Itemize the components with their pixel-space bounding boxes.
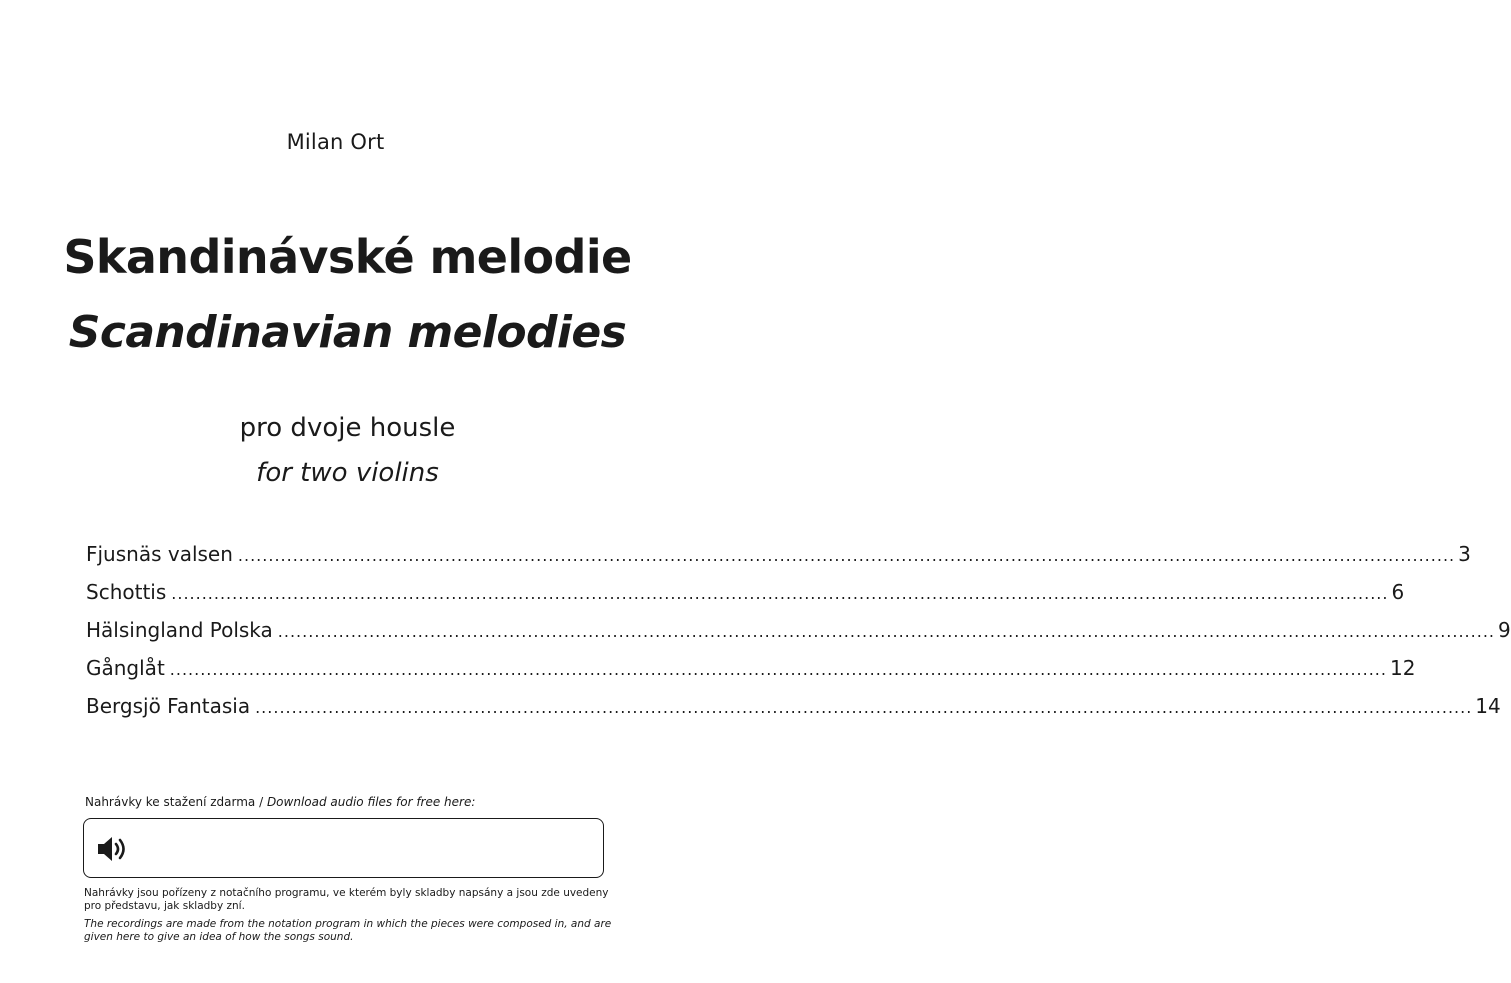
- toc-entry-title: Schottis: [86, 580, 167, 604]
- toc-entry-title: Bergsjö Fantasia: [86, 694, 251, 718]
- toc-leader-dots: ........................................................................................................................................................................................................: [255, 698, 1473, 717]
- download-label-czech: Nahrávky ke stažení zdarma /: [85, 795, 267, 809]
- recording-note-english: The recordings are made from the notation program in which the pieces were composed in, and are given here to give an idea of how the songs sound.: [84, 918, 612, 943]
- download-label: [85, 795, 475, 809]
- download-label-english: Download audio files for free here:: [266, 795, 476, 809]
- toc-leader-dots: ........................................................................................................................................................................................................: [171, 584, 1389, 603]
- toc-leader-dots: ........................................................................................................................................................................................................: [169, 660, 1387, 679]
- toc-entry: [86, 656, 1416, 694]
- toc-entry-title: Gånglåt: [86, 656, 165, 680]
- toc-entry-title: Hälsingland Polska: [86, 618, 273, 642]
- title-czech: Skandinávské melodie: [63, 230, 632, 284]
- toc-entry-page: 14: [1475, 694, 1501, 718]
- toc-entry-page: 12: [1389, 656, 1416, 680]
- subtitle-czech: pro dvoje housle: [239, 413, 456, 443]
- toc-entry-page: 3: [1458, 542, 1471, 566]
- toc-leader-dots: ........................................................................................................................................................................................................: [237, 546, 1456, 565]
- toc-entry-title: Fjusnäs valsen: [86, 542, 233, 566]
- toc-entry: [86, 618, 1511, 656]
- toc-entry: [86, 694, 1501, 732]
- author-name: Milan Ort: [286, 130, 385, 154]
- toc-entry: [86, 580, 1405, 618]
- subtitle-english: for two violins: [256, 458, 439, 488]
- title-english: Scandinavian melodies: [68, 307, 627, 358]
- toc-entry-page: 9: [1497, 618, 1511, 642]
- toc-leader-dots: ........................................................................................................................................................................................................: [277, 622, 1495, 641]
- table-of-contents: [86, 542, 1511, 732]
- audio-download-box[interactable]: [83, 818, 604, 878]
- toc-entry-page: 6: [1391, 580, 1405, 604]
- toc-entry: [86, 542, 1471, 580]
- recording-note-czech: Nahrávky jsou pořízeny z notačního programu, ve kterém byly skladby napsány a jsou zde uvedeny pro představu, jak skladby zní.: [84, 887, 609, 912]
- speaker-icon[interactable]: [96, 835, 132, 863]
